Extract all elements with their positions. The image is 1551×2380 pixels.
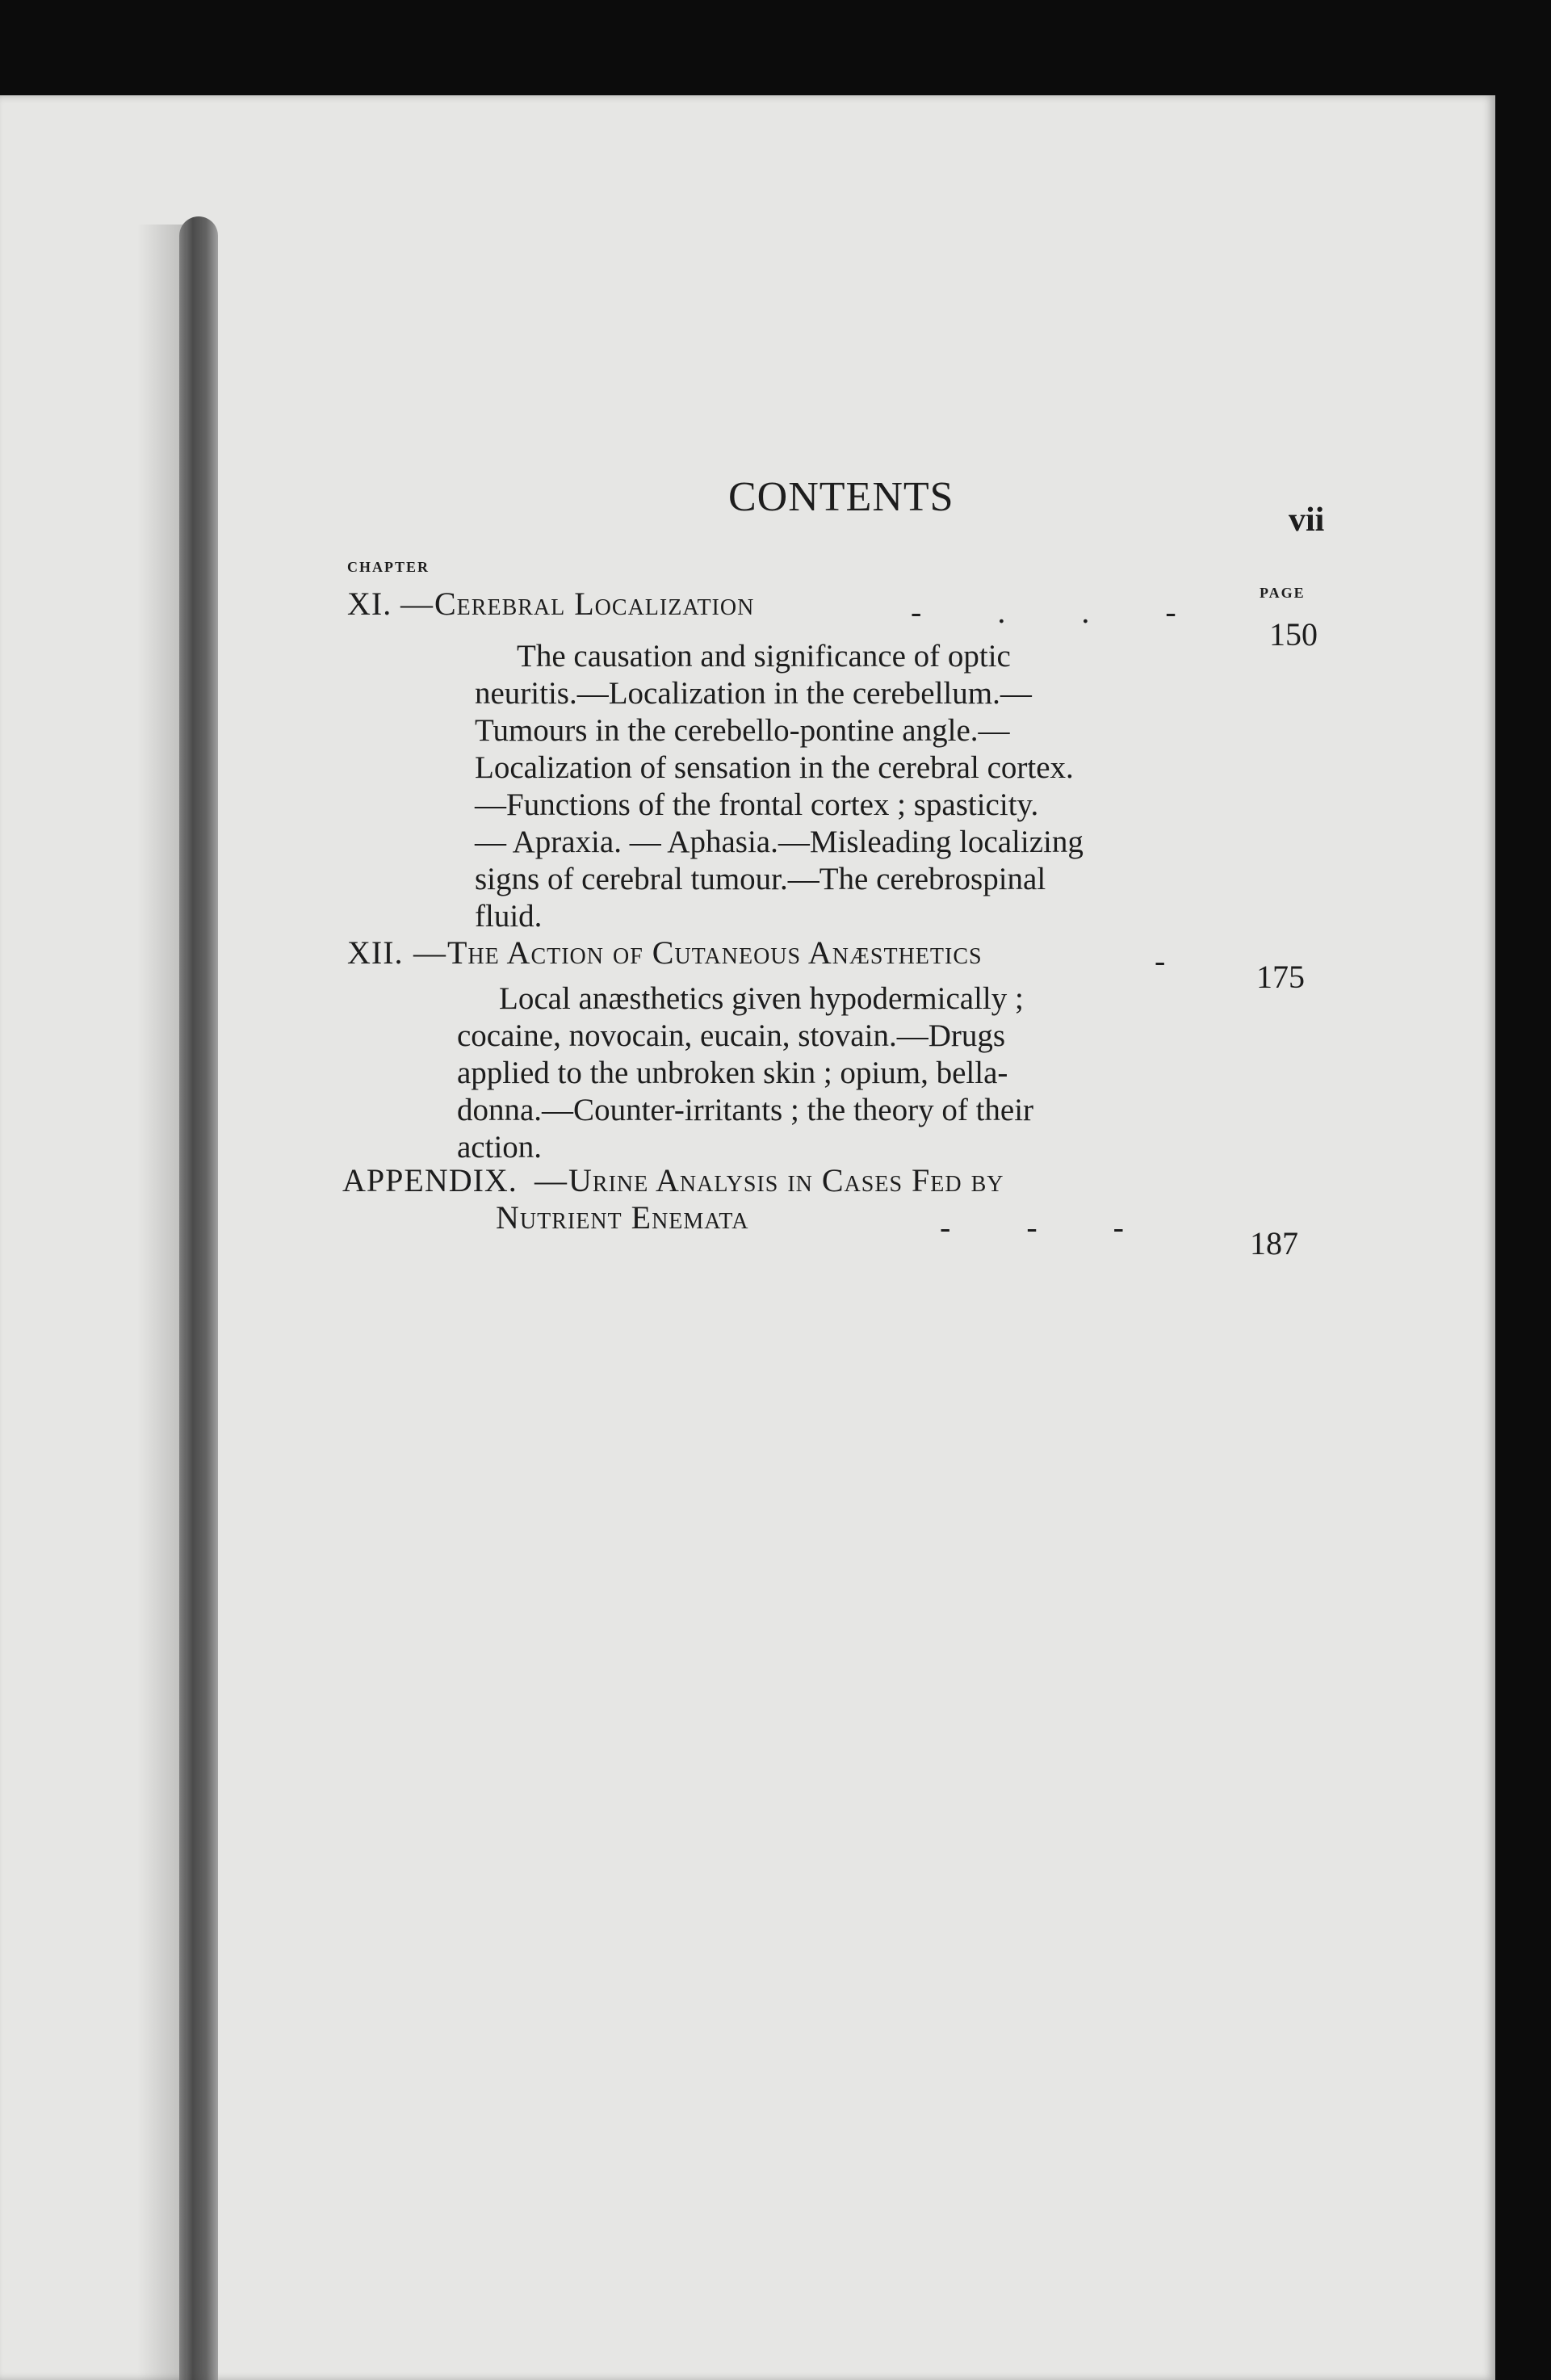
summary-line: donna.—Counter-irritants ; the theory of their [457,1093,1034,1127]
summary-line: action. [457,1130,543,1165]
page-column-label: PAGE [1260,585,1306,601]
folio-number: vii [1289,502,1325,539]
summary-line: Tumours in the cerebello-pontine angle.— [475,713,1010,748]
summary-line: —Functions of the frontal cortex ; spasticity. [475,787,1039,822]
summary-line: applied to the unbroken skin ; opium, bella- [457,1056,1008,1090]
entry-title: —Cerebral Localization [400,586,755,622]
appendix-title-continued [496,1198,749,1236]
summary-line: The causation and significance of optic [517,639,1011,674]
entry-page-number: 150 [1269,616,1318,653]
appendix-title: —Urine Analysis in Cases Fed by [534,1162,1004,1198]
appendix-title-line2: Nutrient Enemata [496,1199,749,1236]
entry-page-number: 187 [1250,1225,1298,1261]
appendix-label: APPENDIX. [342,1162,518,1198]
binding-shadow [137,225,186,2380]
book-page [0,95,1495,2380]
dot-leader: - [1155,942,1200,979]
summary-line: — Apraxia. — Aphasia.—Misleading localizing [475,825,1084,859]
entry-title-text: The Action of Cutaneous Anæsthetics [447,934,983,971]
entry-summary [457,980,1192,1166]
entry-title-text: Cerebral Localization [434,586,755,622]
dot-leader: - . . - [911,594,1210,630]
summary-line: cocaine, novocain, eucain, stovain.—Drugs [457,1018,1006,1053]
entry-summary [475,638,1209,935]
summary-line: Localization of sensation in the cerebral cortex. [475,750,1074,785]
summary-line: neuritis.—Localization in the cerebellum.— [475,676,1032,711]
entry-page-number: 175 [1256,959,1305,995]
chapter-column-label: CHAPTER [347,559,430,575]
entry-number: XII. [347,934,404,971]
appendix-title-line1: Urine Analysis in Cases Fed by [568,1162,1004,1198]
binding-gutter [179,216,218,2380]
dot-leader: - - - [940,1209,1158,1245]
running-head: CONTENTS [728,474,954,520]
summary-line: signs of cerebral tumour.—The cerebrospinal [475,862,1046,896]
entry-number: XI. [347,586,392,622]
summary-line: fluid. [475,899,543,934]
summary-line: Local anæsthetics given hypodermically ; [499,981,1024,1016]
entry-title: —The Action of Cutaneous Anæsthetics [413,934,983,971]
